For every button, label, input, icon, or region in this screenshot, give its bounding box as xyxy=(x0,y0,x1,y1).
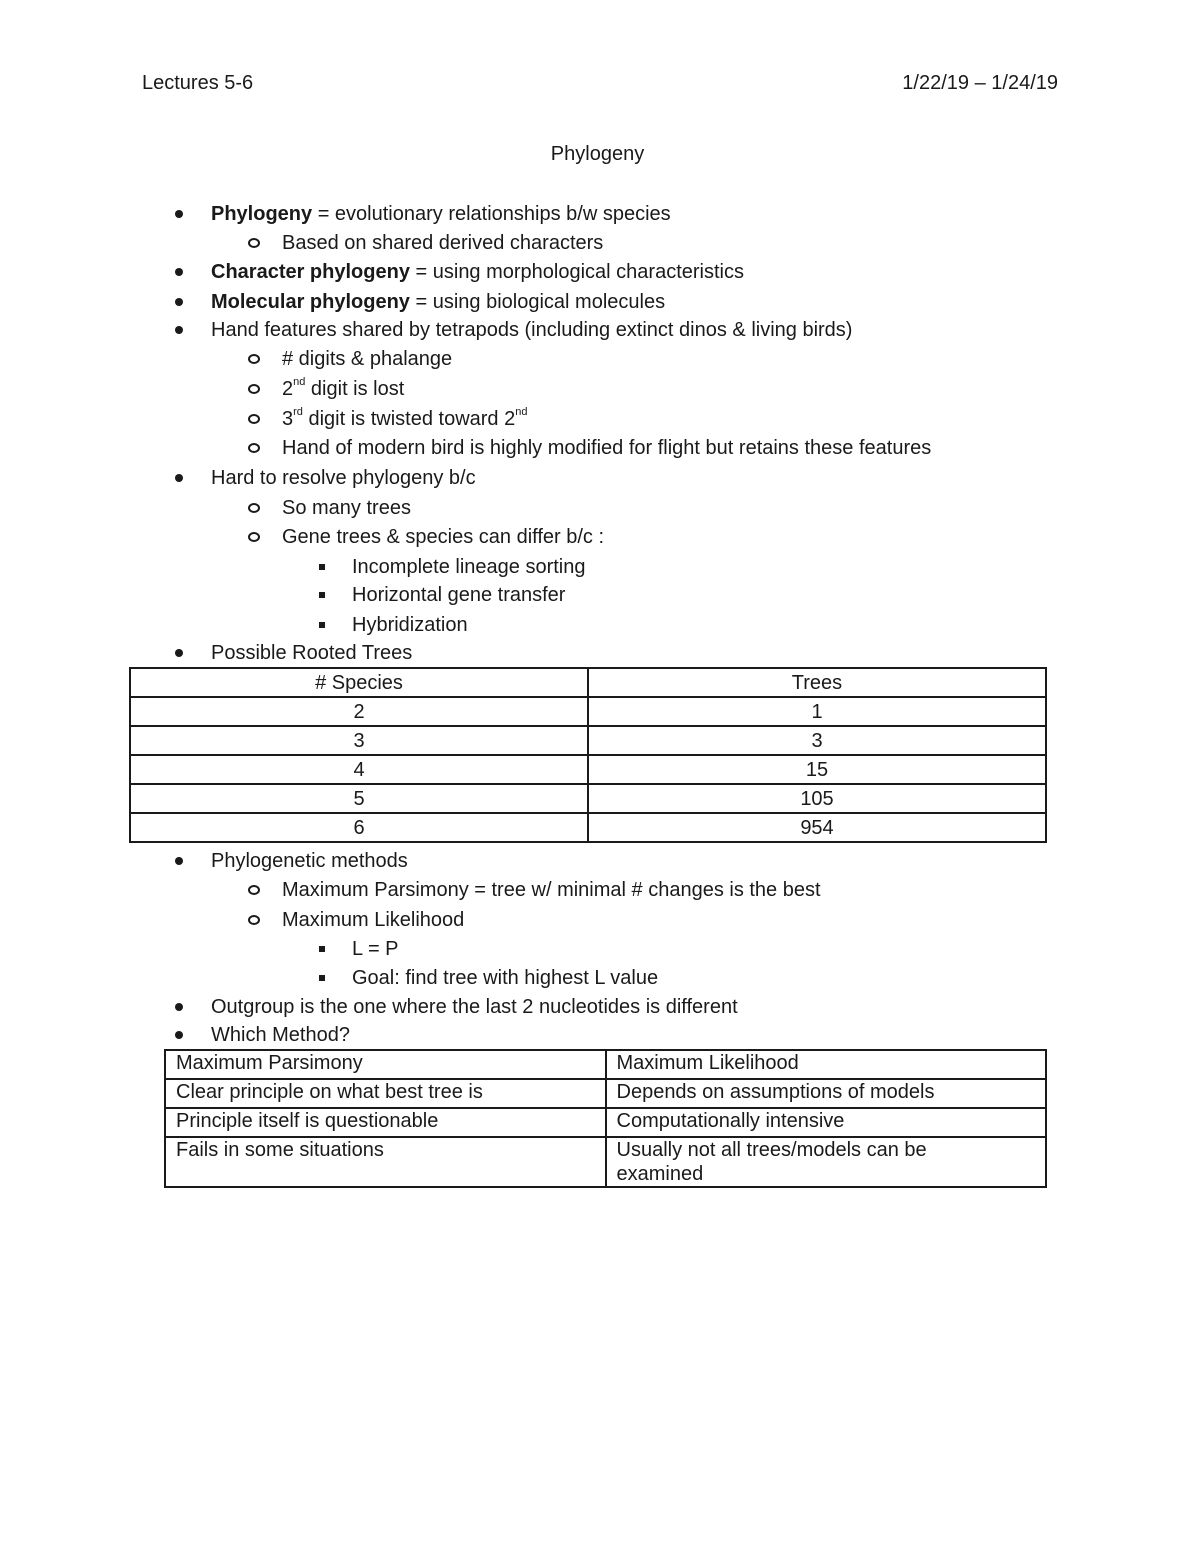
table-cell: 954 xyxy=(588,813,1046,842)
table-cell: Fails in some situations xyxy=(165,1137,606,1187)
bullet-icon xyxy=(175,1031,183,1039)
bullet-icon xyxy=(175,1003,183,1011)
method-comparison-table xyxy=(164,1049,1047,1188)
table-cell: 3 xyxy=(130,726,588,755)
circle-bullet-icon xyxy=(248,915,260,925)
bullet-icon xyxy=(175,326,183,334)
table-row xyxy=(165,1050,1046,1079)
circle-bullet-icon xyxy=(248,238,260,248)
table-cell: 105 xyxy=(588,784,1046,813)
bullet-icon xyxy=(175,298,183,306)
table-cell: 15 xyxy=(588,755,1046,784)
table-row xyxy=(165,1108,1046,1137)
bullet-icon xyxy=(175,210,183,218)
table-row xyxy=(165,1137,1046,1187)
table-cell: 6 xyxy=(130,813,588,842)
bullet-icon xyxy=(175,268,183,276)
term-character-phylogeny: Character phylogeny xyxy=(211,261,410,283)
table-cell: 1 xyxy=(588,697,1046,726)
table-row xyxy=(130,784,1046,813)
circle-bullet-icon xyxy=(248,354,260,364)
table-header-cell: # Species xyxy=(130,668,588,697)
bullet-icon xyxy=(175,649,183,657)
square-bullet-icon xyxy=(319,592,325,598)
circle-bullet-icon xyxy=(248,443,260,453)
table-cell: Maximum Likelihood xyxy=(606,1050,1047,1079)
table-cell: 3 xyxy=(588,726,1046,755)
table-cell: Maximum Parsimony xyxy=(165,1050,606,1079)
circle-bullet-icon xyxy=(248,414,260,424)
table-cell: Computationally intensive xyxy=(606,1108,1047,1137)
bullet-icon xyxy=(175,857,183,865)
rooted-trees-table xyxy=(129,667,1047,843)
table-header-row xyxy=(130,668,1046,697)
table-row xyxy=(130,813,1046,842)
circle-bullet-icon xyxy=(248,885,260,895)
header-dates: 1/22/19 – 1/24/19 xyxy=(902,72,1058,94)
header-lecture: Lectures 5-6 xyxy=(142,72,254,94)
table-cell: Clear principle on what best tree is xyxy=(165,1079,606,1108)
table-row xyxy=(130,755,1046,784)
square-bullet-icon xyxy=(319,564,325,570)
table-cell: Depends on assumptions of models xyxy=(606,1079,1047,1108)
table-row xyxy=(130,697,1046,726)
square-bullet-icon xyxy=(319,622,325,628)
circle-bullet-icon xyxy=(248,532,260,542)
table-row xyxy=(130,726,1046,755)
term-phylogeny: Phylogeny xyxy=(211,203,313,225)
circle-bullet-icon xyxy=(248,503,260,513)
term-molecular-phylogeny: Molecular phylogeny xyxy=(211,291,410,313)
square-bullet-icon xyxy=(319,975,325,981)
table-cell: 4 xyxy=(130,755,588,784)
table-cell: Usually not all trees/models can be examined xyxy=(606,1137,1047,1187)
circle-bullet-icon xyxy=(248,384,260,394)
table-cell: Principle itself is questionable xyxy=(165,1108,606,1137)
table-row xyxy=(165,1079,1046,1108)
page-title: Phylogeny xyxy=(550,143,645,165)
table-cell: 5 xyxy=(130,784,588,813)
square-bullet-icon xyxy=(319,946,325,952)
bullet-icon xyxy=(175,474,183,482)
table-header-cell: Trees xyxy=(588,668,1046,697)
table-cell: 2 xyxy=(130,697,588,726)
document-page: Lectures 5-6 1/22/19 – 1/24/19 Phylogeny Phylogeny = evolutionary relationships b/w species Based on shared derived characters Character phylogeny = using morphological characteristics Molecular phylogeny = using biological molecules Hand features shared by tetrapods (including extinct dinos & living birds) # digits & phalange 2nd digit is lost 3rd digit is twisted toward 2nd Hand of modern bird is highly modified for flight but retains these features Hard to resolve phylogeny b/c So many trees Gene trees & species can differ b/c : Incomplete lineage sorting Horizontal gene transfer Hybridization Possible Rooted Trees # Species Trees 2 1 3 3 4 15 5 105 6 954 Phylogenetic methods Maximum Parsimony = tree w/ minimal # changes is the best Maximum Likelihood L = P Goal: find tree with highest L value Outgroup is the one where the last 2 nucleotides is different Which Method? Maximum Parsimony Maximum Likelihood Clear principle on what best tree is Depends on assumptions of models Principle itself is questionable Computationally intensive Fails in some situations Usually not all trees/models can be examined xyxy=(0,0,1200,1553)
